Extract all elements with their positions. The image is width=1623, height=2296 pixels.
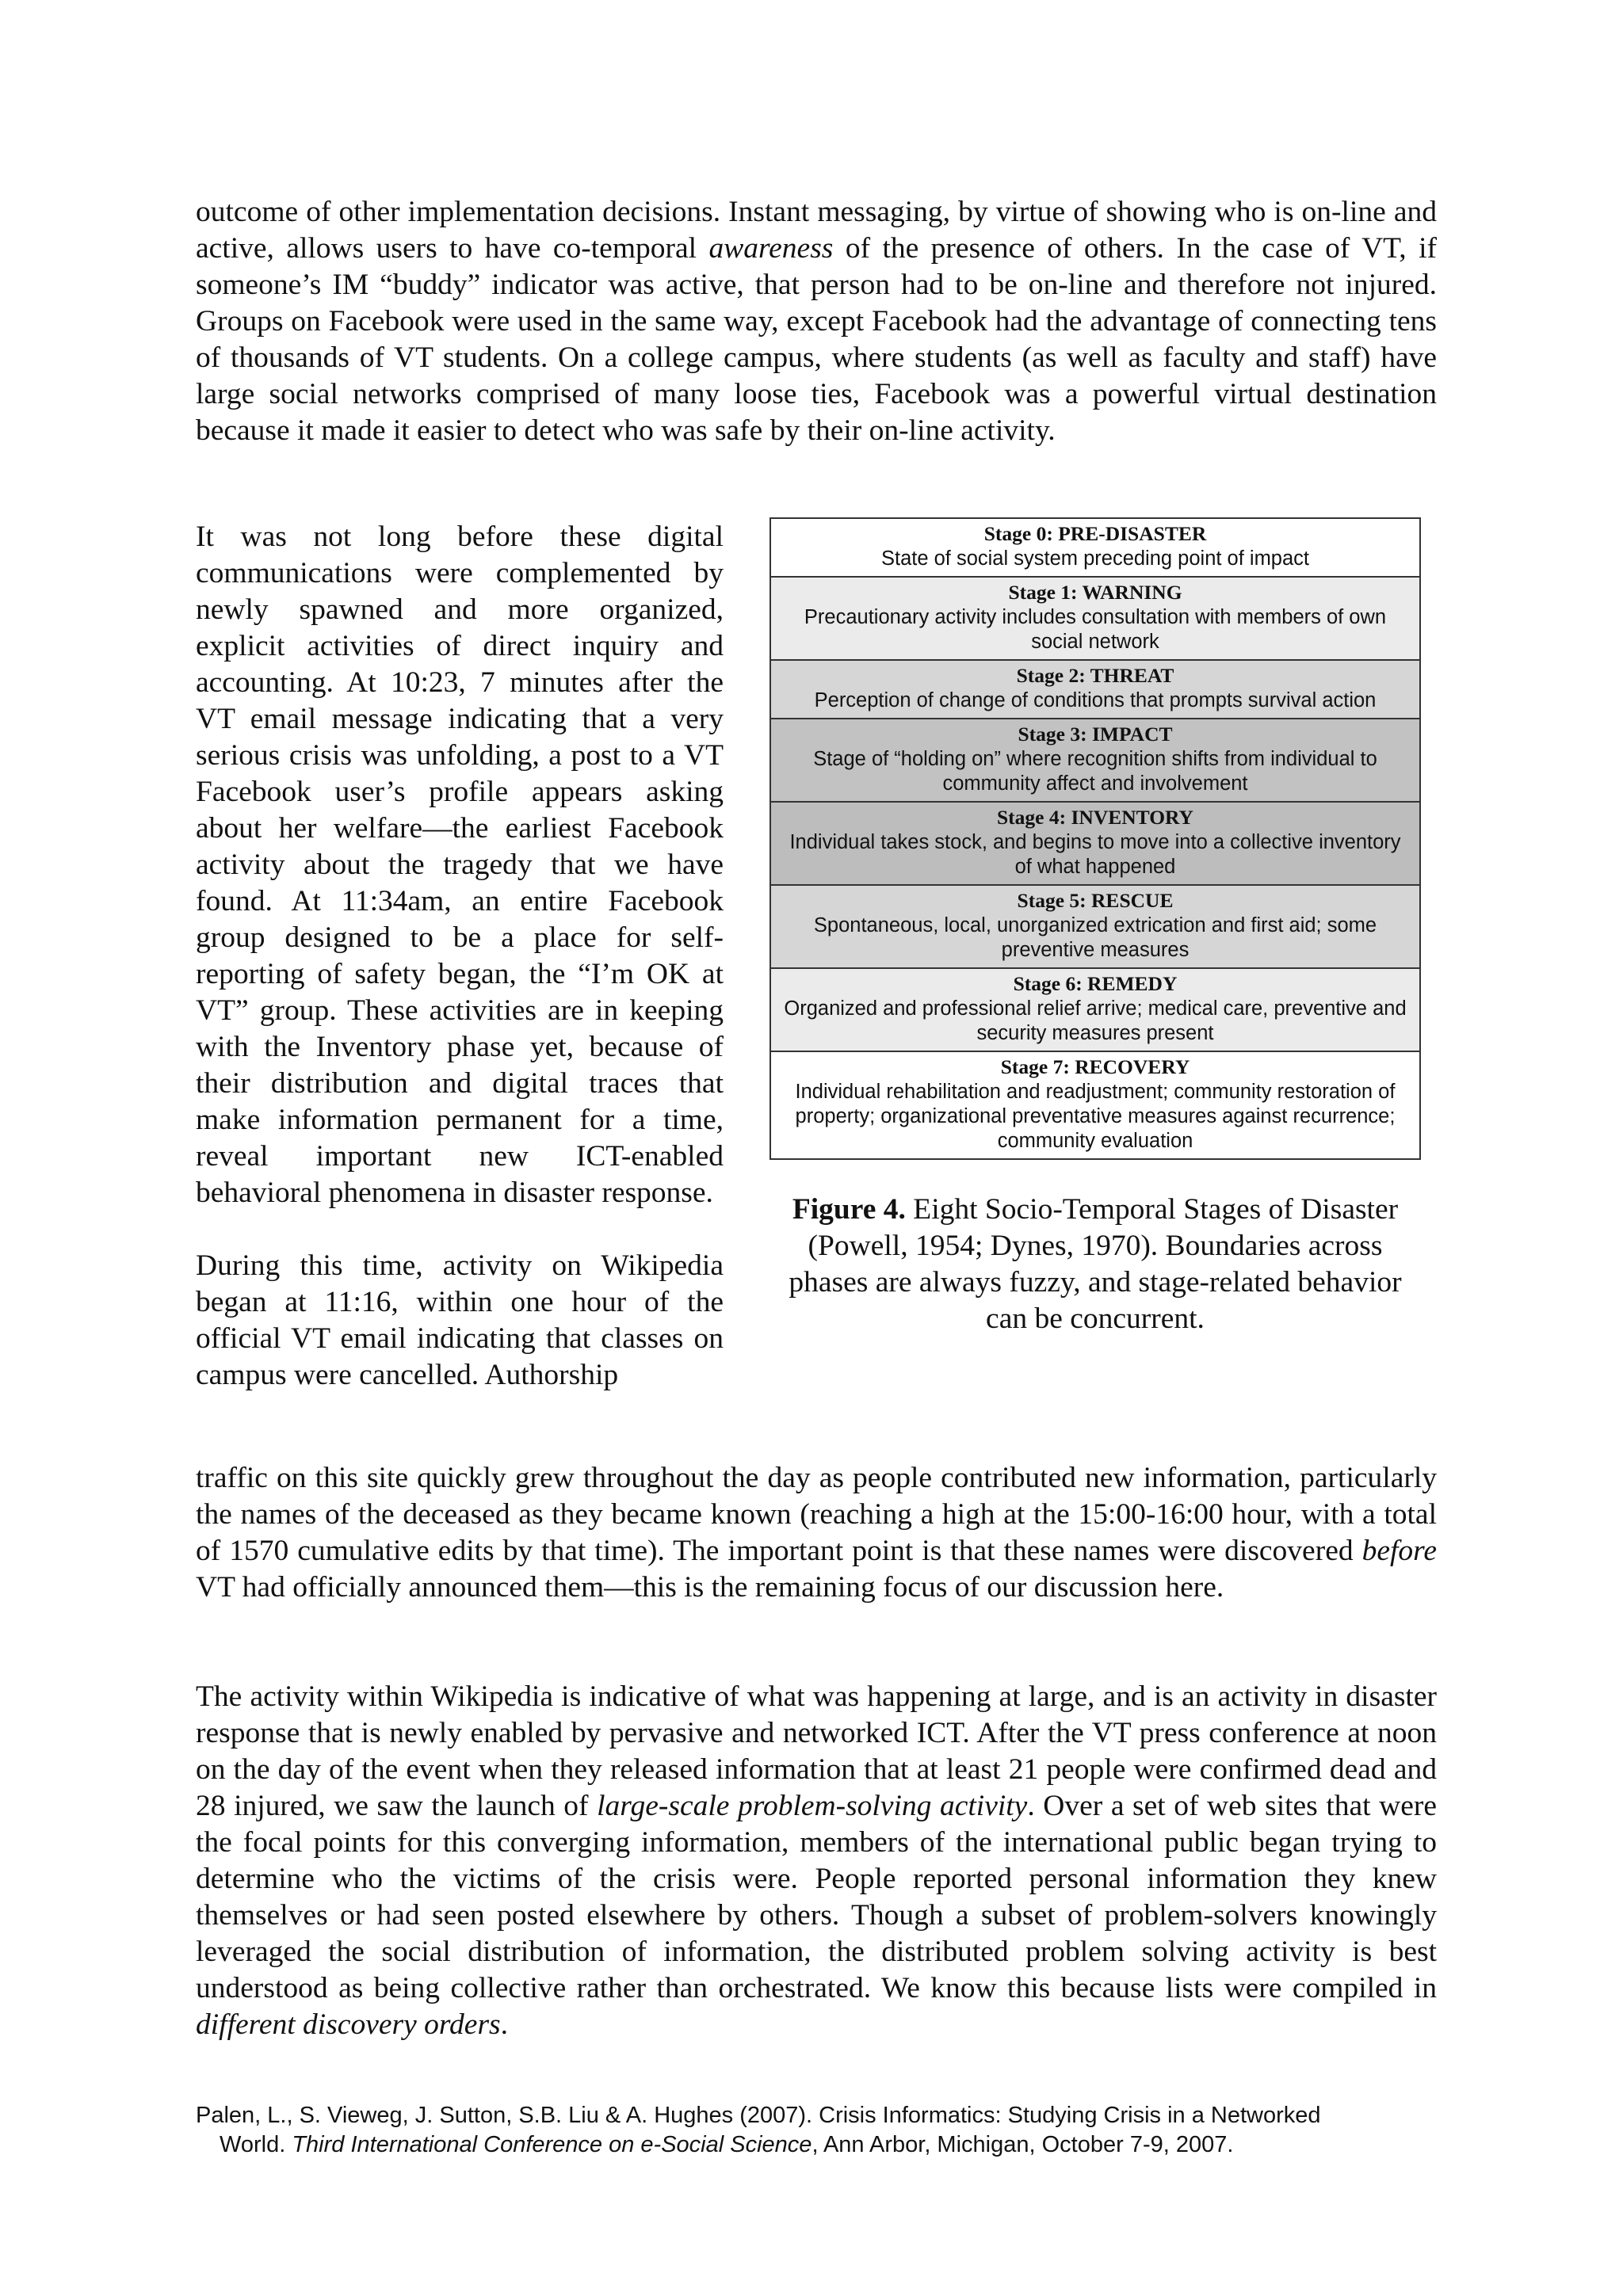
text-span: . Over a set of web sites that were the focal points for this converging information, members of the international public began trying to determine who the victims of the crisis were. People reported personal information they knew themselves or had seen posted elsewhere by others. Though a subset of problem-solvers knowingly leveraged the social distribution of information, the distributed problem solving activity is best understood as being collective rather than orchestrated. We know this because lists were compiled in — [196, 1790, 1437, 2004]
stage-title: Stage 2: THREAT — [1016, 664, 1174, 687]
body-paragraph-2: It was not long before these digital communications were complemented by newly spawned and more organized, explicit activities of direct inquiry and accounting. At 10:23, 7 minutes after the VT email message indicating that a very serious crisis was unfolding, a post to a VT Facebook user’s profile appears asking about her welfare—the earliest Facebook activity about the tragedy that we have found. At 11:34am, an entire Facebook group designed to be a place for self-reporting of safety began, the “I’m OK at VT” group. These activities are in keeping with the Inventory phase yet, because of their distribution and digital traces that make information permanent for a time, reveal important new ICT-enabled behavioral phenomena in disaster response. — [196, 521, 724, 1209]
stage-row — [771, 884, 1419, 967]
stage-row — [771, 1051, 1419, 1158]
stage-description: Perception of change of conditions that prompts survival action — [814, 689, 1377, 711]
body-paragraph-4 — [196, 1679, 1437, 2043]
stage-title: Stage 1: WARNING — [1008, 581, 1182, 604]
stage-title: Stage 3: IMPACT — [1018, 723, 1173, 746]
text-span: traffic on this site quickly grew throughout the day as people contributed new information, particularly the names of the deceased as they became known (reaching a high at the 15:00-16:00 hour, with a total of 1570 cumulative edits by that time). The important point is that these names were discovered — [196, 1462, 1437, 1567]
stage-row — [771, 718, 1419, 801]
stage-row — [771, 801, 1419, 884]
stage-row — [771, 519, 1419, 576]
figure-4 — [769, 517, 1421, 1337]
figure-caption — [769, 1192, 1421, 1337]
stage-row — [771, 967, 1419, 1051]
stages-table — [769, 517, 1421, 1160]
text-span: outcome of other implementation decisions. Instant messaging, by virtue of showing who is on-line and active, allows users to have co-temporal — [196, 196, 1437, 265]
stage-title: Stage 7: RECOVERY — [1000, 1055, 1190, 1078]
emphasis-text: large-scale problem-solving activity — [597, 1790, 1028, 1822]
stage-title: Stage 0: PRE-DISASTER — [983, 522, 1207, 545]
stage-description: Individual takes stock, and begins to move into a collective inventory of what happened — [789, 831, 1401, 878]
conference-title: Third International Conference on e-Social Science — [292, 2132, 812, 2157]
body-paragraph-1 — [196, 194, 1437, 449]
stage-description: Organized and professional relief arrive; medical care, preventive and security measures present — [784, 997, 1407, 1044]
emphasis-text: before — [1361, 1535, 1437, 1567]
stage-title: Stage 6: REMEDY — [1013, 972, 1178, 995]
stage-row — [771, 659, 1419, 718]
stage-description: Spontaneous, local, unorganized extrication and first aid; some preventive measures — [813, 914, 1377, 961]
stage-row — [771, 576, 1419, 659]
stage-description: Stage of “holding on” where recognition shifts from individual to community affect and involvement — [813, 748, 1377, 795]
emphasis-text: different discovery orders — [196, 2008, 501, 2041]
text-span: The activity within Wikipedia is indicative of what was happening at large, and is an activity in disaster response that is newly enabled by pervasive and networked ICT. After the VT press conference at noon on the day of the event when they released information that at least 21 people were confirmed dead and 28 injured, we saw the launch of — [196, 1680, 1437, 1822]
emphasis-text: awareness — [708, 232, 834, 265]
body-paragraph-3: During this time, activity on Wikipedia began at 11:16, within one hour of the official VT email indicating that classes on campus were cancelled. Authorship — [196, 1249, 724, 1391]
text-span: , Ann Arbor, Michigan, October 7-9, 2007. — [812, 2132, 1234, 2157]
footer-line-2 — [196, 2130, 1437, 2160]
paper-page — [196, 0, 1437, 2296]
footer-line-1: Palen, L., S. Vieweg, J. Sutton, S.B. Liu & A. Hughes (2007). Crisis Informatics: Studying Crisis in a Networked — [196, 2103, 1321, 2128]
text-span: World. — [220, 2132, 292, 2157]
text-span: VT had officially announced them—this is the remaining focus of our discussion here. — [196, 1571, 1224, 1604]
body-paragraph-3-continued — [196, 1460, 1437, 1606]
left-column — [196, 519, 724, 1394]
figure-label: Figure 4. — [792, 1193, 906, 1226]
caption-text: Eight Socio-Temporal Stages of Disaster (Powell, 1954; Dynes, 1970). Boundaries across phases are always fuzzy, and stage-related behavior can be concurrent. — [789, 1193, 1402, 1335]
text-span: of the presence of others. In the case of VT, if someone’s IM “buddy” indicator was active, that person had to be on-line and therefore not injured. Groups on Facebook were used in the same way, except Facebook had the advantage of connecting tens of thousands of VT students. On a college campus, where students (as well as faculty and staff) have large social networks comprised of many loose ties, Facebook was a powerful virtual destination because it made it easier to detect who was safe by their on-line activity. — [196, 232, 1437, 447]
stage-description: Individual rehabilitation and readjustment; community restoration of property; organizational preventative measures against recurrence; community evaluation — [795, 1081, 1396, 1152]
stage-title: Stage 4: INVENTORY — [997, 806, 1193, 829]
stage-description: State of social system preceding point of impact — [880, 547, 1310, 570]
stage-title: Stage 5: RESCUE — [1017, 889, 1174, 912]
stage-description: Precautionary activity includes consultation with members of own social network — [804, 606, 1387, 653]
text-span: . — [500, 2008, 509, 2041]
citation-footer — [196, 2101, 1437, 2160]
